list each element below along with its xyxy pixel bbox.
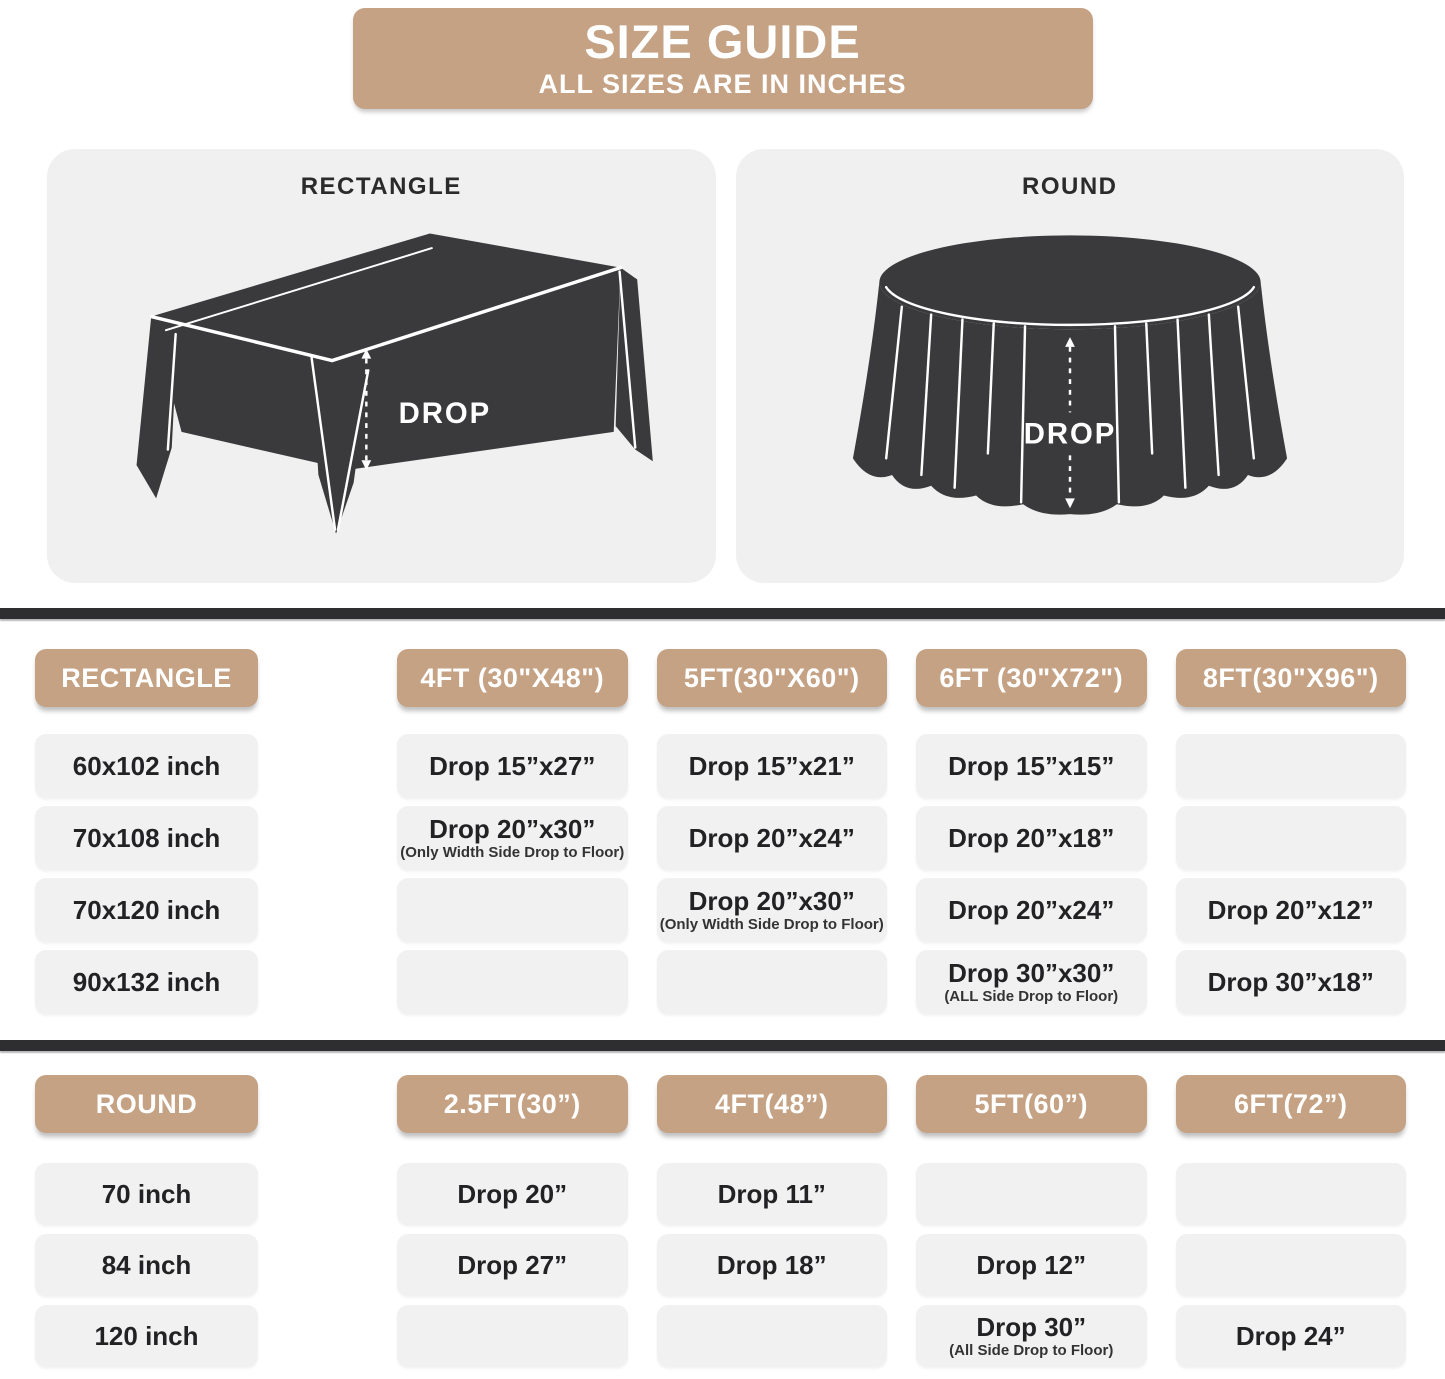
size-cell: Drop 18” xyxy=(657,1234,888,1296)
table-row xyxy=(0,1234,1445,1296)
round-drop-label: DROP xyxy=(1023,417,1117,451)
row-label: 70x108 inch xyxy=(35,806,258,870)
table-row xyxy=(0,1163,1445,1225)
size-cell: Drop 20”x30” (Only Width Side Drop to Floor) xyxy=(657,878,888,942)
section-divider xyxy=(0,608,1445,619)
table-row xyxy=(0,734,1445,798)
size-cell: Drop 15”x21” xyxy=(657,734,888,798)
size-cell: Drop 20”x12” xyxy=(1176,878,1407,942)
section-divider xyxy=(0,1040,1445,1051)
size-cell xyxy=(1176,806,1407,870)
size-cell: Drop 27” xyxy=(397,1234,628,1296)
row-label: 120 inch xyxy=(35,1305,258,1367)
row-label: 70x120 inch xyxy=(35,878,258,942)
rectangle-drop-label: DROP xyxy=(398,397,492,431)
column-header-5ft: 5FT(60”) xyxy=(916,1075,1147,1133)
size-cell xyxy=(397,878,628,942)
rectangle-illustration-panel xyxy=(47,149,716,583)
column-header-4ft: 4FT (30"X48") xyxy=(397,649,628,707)
size-cell: Drop 20”x24” xyxy=(657,806,888,870)
table-row xyxy=(0,806,1445,870)
row-label: 60x102 inch xyxy=(35,734,258,798)
round-illustration-panel xyxy=(736,149,1405,583)
size-cell: Drop 20”x24” xyxy=(916,878,1147,942)
size-cell xyxy=(397,1305,628,1367)
row-label: 84 inch xyxy=(35,1234,258,1296)
size-cell xyxy=(1176,1234,1407,1296)
round-size-table xyxy=(0,1075,1445,1367)
round-panel-title: ROUND xyxy=(1022,173,1118,200)
column-header-rectangle: RECTANGLE xyxy=(35,649,258,707)
size-cell: Drop 20” xyxy=(397,1163,628,1225)
size-cell xyxy=(916,1163,1147,1225)
size-cell: Drop 24” xyxy=(1176,1305,1407,1367)
size-cell: Drop 15”x15” xyxy=(916,734,1147,798)
round-table-header-row xyxy=(0,1075,1445,1133)
size-guide-infographic xyxy=(0,8,1445,1379)
round-tablecloth-illustration xyxy=(770,209,1370,561)
table-row xyxy=(0,950,1445,1014)
rectangle-size-table xyxy=(0,649,1445,1014)
size-cell xyxy=(397,950,628,1014)
size-cell: Drop 12” xyxy=(916,1234,1147,1296)
size-cell: Drop 11” xyxy=(657,1163,888,1225)
row-label: 90x132 inch xyxy=(35,950,258,1014)
size-cell: Drop 30” (All Side Drop to Floor) xyxy=(916,1305,1147,1367)
column-header-6ft: 6FT(72”) xyxy=(1176,1075,1407,1133)
page-title: SIZE GUIDE xyxy=(584,14,861,68)
illustration-panels xyxy=(47,149,1404,583)
column-header-8ft: 8FT(30"X96") xyxy=(1176,649,1407,707)
size-cell xyxy=(657,1305,888,1367)
rectangle-table-header-row xyxy=(0,649,1445,707)
table-row xyxy=(0,878,1445,942)
column-header-6ft: 6FT (30"X72") xyxy=(916,649,1147,707)
table-row xyxy=(0,1305,1445,1367)
rectangle-panel-title: RECTANGLE xyxy=(300,173,462,200)
column-header-round: ROUND xyxy=(35,1075,258,1133)
column-header-4ft: 4FT(48”) xyxy=(657,1075,888,1133)
size-cell: Drop 30”x18” xyxy=(1176,950,1407,1014)
size-cell: Drop 15”x27” xyxy=(397,734,628,798)
size-guide-banner xyxy=(353,8,1093,109)
column-header-5ft: 5FT(30"X60") xyxy=(657,649,888,707)
size-cell: Drop 20”x18” xyxy=(916,806,1147,870)
column-header-2-5ft: 2.5FT(30”) xyxy=(397,1075,628,1133)
size-cell xyxy=(1176,1163,1407,1225)
page-subtitle: ALL SIZES ARE IN INCHES xyxy=(538,69,907,100)
size-cell xyxy=(1176,734,1407,798)
size-cell xyxy=(657,950,888,1014)
size-cell: Drop 30”x30” (ALL Side Drop to Floor) xyxy=(916,950,1147,1014)
row-label: 70 inch xyxy=(35,1163,258,1225)
rectangle-tablecloth-illustration xyxy=(81,209,681,561)
size-cell: Drop 20”x30” (Only Width Side Drop to Floor) xyxy=(397,806,628,870)
